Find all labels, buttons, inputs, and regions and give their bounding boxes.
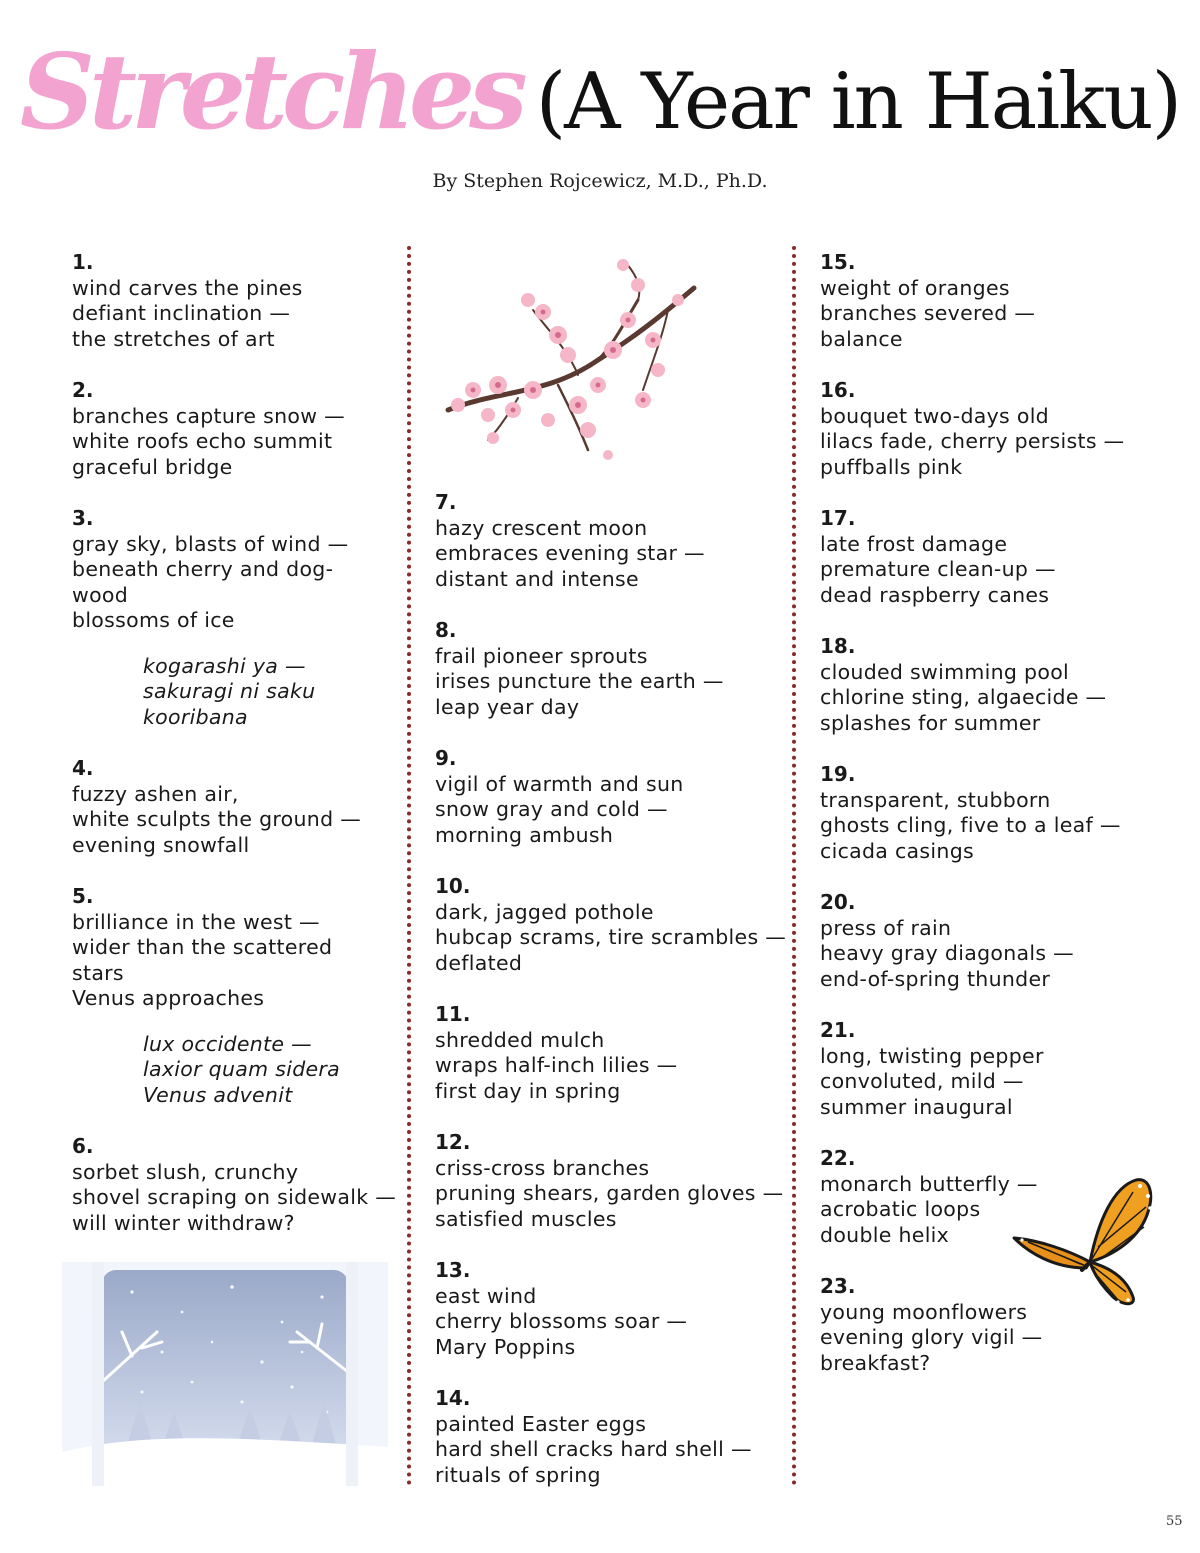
haiku-line: branches severed — xyxy=(820,301,1036,325)
haiku-number: 16. xyxy=(820,378,856,402)
haiku-line: blossoms of ice xyxy=(72,608,235,632)
haiku-19 xyxy=(820,762,1150,864)
haiku-line: fuzzy ashen air, xyxy=(72,781,239,806)
haiku-number: 7. xyxy=(435,490,457,514)
haiku-line: dead raspberry canes xyxy=(820,582,1050,607)
haiku-3 xyxy=(72,506,402,634)
haiku-line: the stretches of art xyxy=(72,326,275,351)
haiku-line: branches capture snow — xyxy=(72,403,345,428)
haiku-line: premature clean-up — xyxy=(820,557,1056,581)
haiku-number: 13. xyxy=(435,1258,471,1282)
haiku-10 xyxy=(435,874,787,976)
haiku-number: 19. xyxy=(820,762,856,786)
haiku-3-translation xyxy=(143,654,402,731)
haiku-number: 2. xyxy=(72,378,94,402)
haiku-12 xyxy=(435,1130,784,1232)
monarch-butterfly-illustration xyxy=(1008,1172,1158,1308)
haiku-line: cicada casings xyxy=(820,838,974,863)
haiku-line: press of rain xyxy=(820,915,952,940)
haiku-line: splashes for summer xyxy=(820,710,1041,735)
haiku-line: will winter withdraw? xyxy=(72,1210,295,1235)
haiku-line: late frost damage xyxy=(820,531,1008,556)
haiku-line: wind carves the pines xyxy=(72,275,303,300)
haiku-11 xyxy=(435,1002,780,1104)
haiku-line: long, twisting pepper xyxy=(820,1043,1044,1068)
haiku-line: frail pioneer sprouts xyxy=(435,643,648,668)
haiku-number: 4. xyxy=(72,756,94,780)
haiku-line: ghosts cling, five to a leaf — xyxy=(820,813,1121,837)
haiku-line: end-of-spring thunder xyxy=(820,966,1051,991)
haiku-line: breakfast? xyxy=(820,1350,931,1375)
haiku-line: criss-cross branches xyxy=(435,1155,650,1180)
haiku-line: clouded swimming pool xyxy=(820,659,1070,684)
haiku-line: graceful bridge xyxy=(72,454,233,479)
haiku-number: 6. xyxy=(72,1134,94,1158)
haiku-18 xyxy=(820,634,1150,736)
haiku-line: sorbet slush, crunchy xyxy=(72,1159,299,1184)
haiku-number: 1. xyxy=(72,250,94,274)
haiku-line: leap year day xyxy=(435,694,580,719)
haiku-number: 10. xyxy=(435,874,471,898)
haiku-8 xyxy=(435,618,780,720)
haiku-line: white sculpts the ground — xyxy=(72,807,362,831)
haiku-number: 3. xyxy=(72,506,94,530)
haiku-line: painted Easter eggs xyxy=(435,1411,647,1436)
haiku-number: 15. xyxy=(820,250,856,274)
haiku-line: wraps half-inch lilies — xyxy=(435,1053,678,1077)
haiku-line: hazy crescent moon xyxy=(435,515,648,540)
haiku-number: 21. xyxy=(820,1018,856,1042)
haiku-line: white roofs echo summit xyxy=(72,429,333,453)
haiku-line: stars xyxy=(72,960,124,985)
haiku-number: 18. xyxy=(820,634,856,658)
title-script: Stretches xyxy=(19,30,522,153)
haiku-line: deflated xyxy=(435,950,523,975)
haiku-line: distant and intense xyxy=(435,566,639,591)
page-number: 55 xyxy=(1166,1514,1183,1529)
haiku-line: lilacs fade, cherry persists — xyxy=(820,429,1125,453)
haiku-line: pruning shears, garden gloves — xyxy=(435,1181,784,1205)
haiku-line: rituals of spring xyxy=(435,1462,601,1487)
winter-forest-illustration xyxy=(62,1262,388,1486)
cherry-blossom-branch-illustration xyxy=(438,240,700,476)
column-divider-right xyxy=(792,246,796,1486)
haiku-number: 12. xyxy=(435,1130,471,1154)
haiku-line: embraces evening star — xyxy=(435,541,705,565)
haiku-15 xyxy=(820,250,1150,352)
haiku-21 xyxy=(820,1018,1150,1120)
haiku-line: balance xyxy=(820,326,903,351)
haiku-line: vigil of warmth and sun xyxy=(435,771,684,796)
haiku-number: 17. xyxy=(820,506,856,530)
haiku-line: defiant inclination — xyxy=(72,301,291,325)
haiku-line: hubcap scrams, tire scrambles — xyxy=(435,925,787,949)
byline: By Stephen Rojcewicz, M.D., Ph.D. xyxy=(432,170,768,192)
haiku-line: weight of oranges xyxy=(820,275,1010,300)
haiku-line: evening glory vigil — xyxy=(820,1325,1043,1349)
haiku-line: monarch butterfly — xyxy=(820,1171,1038,1196)
haiku-line: transparent, stubborn xyxy=(820,787,1051,812)
haiku-9 xyxy=(435,746,780,848)
haiku-1 xyxy=(72,250,402,352)
haiku-line: satisfied muscles xyxy=(435,1206,617,1231)
translation-line: sakuragi ni saku xyxy=(143,679,316,703)
haiku-line: shovel scraping on sidewalk — xyxy=(72,1185,397,1209)
translation-line: kogarashi ya — xyxy=(143,653,306,678)
haiku-5 xyxy=(72,884,402,1012)
haiku-number: 8. xyxy=(435,618,457,642)
haiku-line: bouquet two-days old xyxy=(820,403,1049,428)
haiku-line: beneath cherry and dog- xyxy=(72,557,334,581)
haiku-line: cherry blossoms soar — xyxy=(435,1309,688,1333)
translation-line: Venus advenit xyxy=(143,1082,293,1107)
haiku-line: shredded mulch xyxy=(435,1027,605,1052)
haiku-6 xyxy=(72,1134,402,1236)
haiku-line: chlorine sting, algaecide — xyxy=(820,685,1107,709)
haiku-7 xyxy=(435,490,780,592)
column-divider-left xyxy=(407,246,411,1486)
haiku-number: 9. xyxy=(435,746,457,770)
page-title xyxy=(0,30,1200,153)
haiku-5-translation xyxy=(143,1032,402,1109)
haiku-number: 11. xyxy=(435,1002,471,1026)
haiku-line: gray sky, blasts of wind — xyxy=(72,531,349,556)
haiku-4 xyxy=(72,756,402,858)
haiku-line: puffballs pink xyxy=(820,454,963,479)
haiku-13 xyxy=(435,1258,780,1360)
haiku-line: wood xyxy=(72,582,129,607)
haiku-16 xyxy=(820,378,1150,480)
haiku-number: 14. xyxy=(435,1386,471,1410)
translation-line: lux occidente — xyxy=(143,1031,312,1056)
haiku-line: first day in spring xyxy=(435,1078,621,1103)
translation-line: kooribana xyxy=(143,704,248,729)
haiku-number: 20. xyxy=(820,890,856,914)
haiku-line: irises puncture the earth — xyxy=(435,669,724,693)
haiku-line: Mary Poppins xyxy=(435,1334,576,1359)
translation-line: laxior quam sidera xyxy=(143,1057,341,1081)
haiku-line: young moonflowers xyxy=(820,1299,1028,1324)
column-1 xyxy=(72,250,402,1262)
haiku-line: convoluted, mild — xyxy=(820,1069,1024,1093)
haiku-line: dark, jagged pothole xyxy=(435,899,654,924)
haiku-14 xyxy=(435,1386,780,1488)
haiku-line: snow gray and cold — xyxy=(435,797,668,821)
haiku-number: 22. xyxy=(820,1146,856,1170)
column-2 xyxy=(435,490,787,1514)
haiku-number: 23. xyxy=(820,1274,856,1298)
haiku-line: morning ambush xyxy=(435,822,614,847)
haiku-line: double helix xyxy=(820,1222,950,1247)
haiku-line: acrobatic loops xyxy=(820,1197,981,1221)
haiku-line: hard shell cracks hard shell — xyxy=(435,1437,752,1461)
haiku-2 xyxy=(72,378,402,480)
haiku-line: evening snowfall xyxy=(72,832,250,857)
haiku-20 xyxy=(820,890,1150,992)
haiku-line: Venus approaches xyxy=(72,986,265,1010)
haiku-line: heavy gray diagonals — xyxy=(820,941,1074,965)
haiku-line: brilliance in the west — xyxy=(72,909,320,934)
haiku-line: wider than the scattered xyxy=(72,935,333,959)
haiku-number: 5. xyxy=(72,884,94,908)
haiku-17 xyxy=(820,506,1150,608)
haiku-line: east wind xyxy=(435,1283,537,1308)
haiku-line: summer inaugural xyxy=(820,1094,1013,1119)
title-subtitle: (A Year in Haiku) xyxy=(535,57,1181,147)
